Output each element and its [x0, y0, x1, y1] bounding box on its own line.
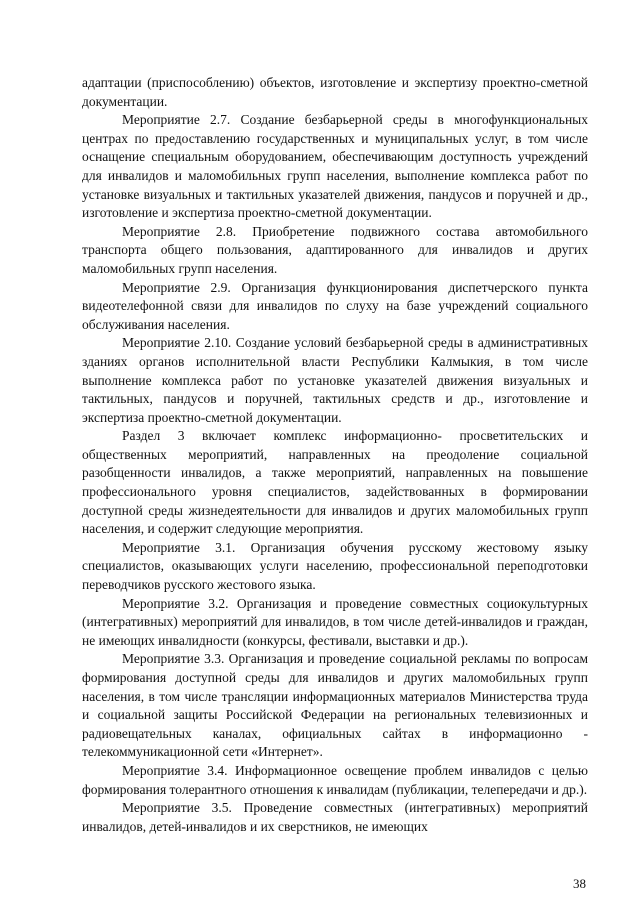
paragraph-continuation: адаптации (приспособлению) объектов, изготовление и экспертизу проектно-сметной документации.	[82, 75, 588, 109]
paragraph-measure-3-2: Мероприятие 3.2. Организация и проведение совместных социокультурных (интегративных) мероприятий для инвалидов, в том числе детей-инвалидов и граждан, не имеющих инвалидности (конкурсы, фестивали, выставки и др.).	[82, 595, 588, 648]
paragraph-measure-2-9: Мероприятие 2.9. Организация функционирования диспетчерского пункта видеотелефонной связи для инвалидов по слуху на базе учреждений социального обслуживания населения.	[82, 279, 588, 332]
document-body	[82, 74, 588, 836]
paragraph-measure-3-5: Мероприятие 3.5. Проведение совместных (интегративных) мероприятий инвалидов, детей-инвалидов и их сверстников, не имеющих	[82, 800, 588, 834]
paragraph-measure-2-10: Мероприятие 2.10. Создание условий безбарьерной среды в административных зданиях органов исполнительной власти Республики Калмыкия, в том числе выполнение комплекса работ по установке указателей движения визуальных и тактильных, пандусов и поручней, тактильных средств и др., изготовление и экспертиза проектно-сметной документации.	[82, 335, 588, 425]
paragraph-measure-2-8: Мероприятие 2.8. Приобретение подвижного состава автомобильного транспорта общего пользования, адаптированного для инвалидов и других маломобильных групп населения.	[82, 223, 588, 276]
paragraph-measure-2-7: Мероприятие 2.7. Создание безбарьерной среды в многофункциональных центрах по предоставлению государственных и муниципальных услуг, в том числе оснащение специальным оборудованием, обеспечивающим доступность учреждений для инвалидов и маломобильных групп населения, выполнение комплекса работ по установке визуальных и тактильных указателей движения, пандусов и поручней и др., изготовление и экспертиза проектно-сметной документации.	[82, 112, 588, 221]
paragraph-measure-3-3: Мероприятие 3.3. Организация и проведение социальной рекламы по вопросам формирования доступной среды для инвалидов и других маломобильных групп населения, в том числе трансляции информационных материалов Министерства труда и социальной защиты Российской Федерации на региональных телевизионных и радиовещательных каналах, официальных сайтах в информационно - телекоммуникационной сети «Интернет».	[82, 651, 588, 760]
paragraph-measure-3-4: Мероприятие 3.4. Информационное освещение проблем инвалидов с целью формирования толерантного отношения к инвалидам (публикации, телепередачи и др.).	[82, 762, 588, 797]
page-number: 38	[573, 876, 586, 891]
paragraph-measure-3-1: Мероприятие 3.1. Организация обучения русскому жестовому языку специалистов, оказывающих услуги населению, профессиональной переподготовки переводчиков русского жестового языка.	[82, 539, 588, 593]
paragraph-section-3-intro: Раздел 3 включает комплекс информационно- просветительских и общественных мероприятий, направленных на преодоление социальной разобщенности инвалидов, а также мероприятий, направленных на повышение профессионального уровня специалистов, задействованных в формировании доступной среды жизнедеятельности для инвалидов и других маломобильных групп населения, и содержит следующие мероприятия.	[82, 428, 588, 537]
